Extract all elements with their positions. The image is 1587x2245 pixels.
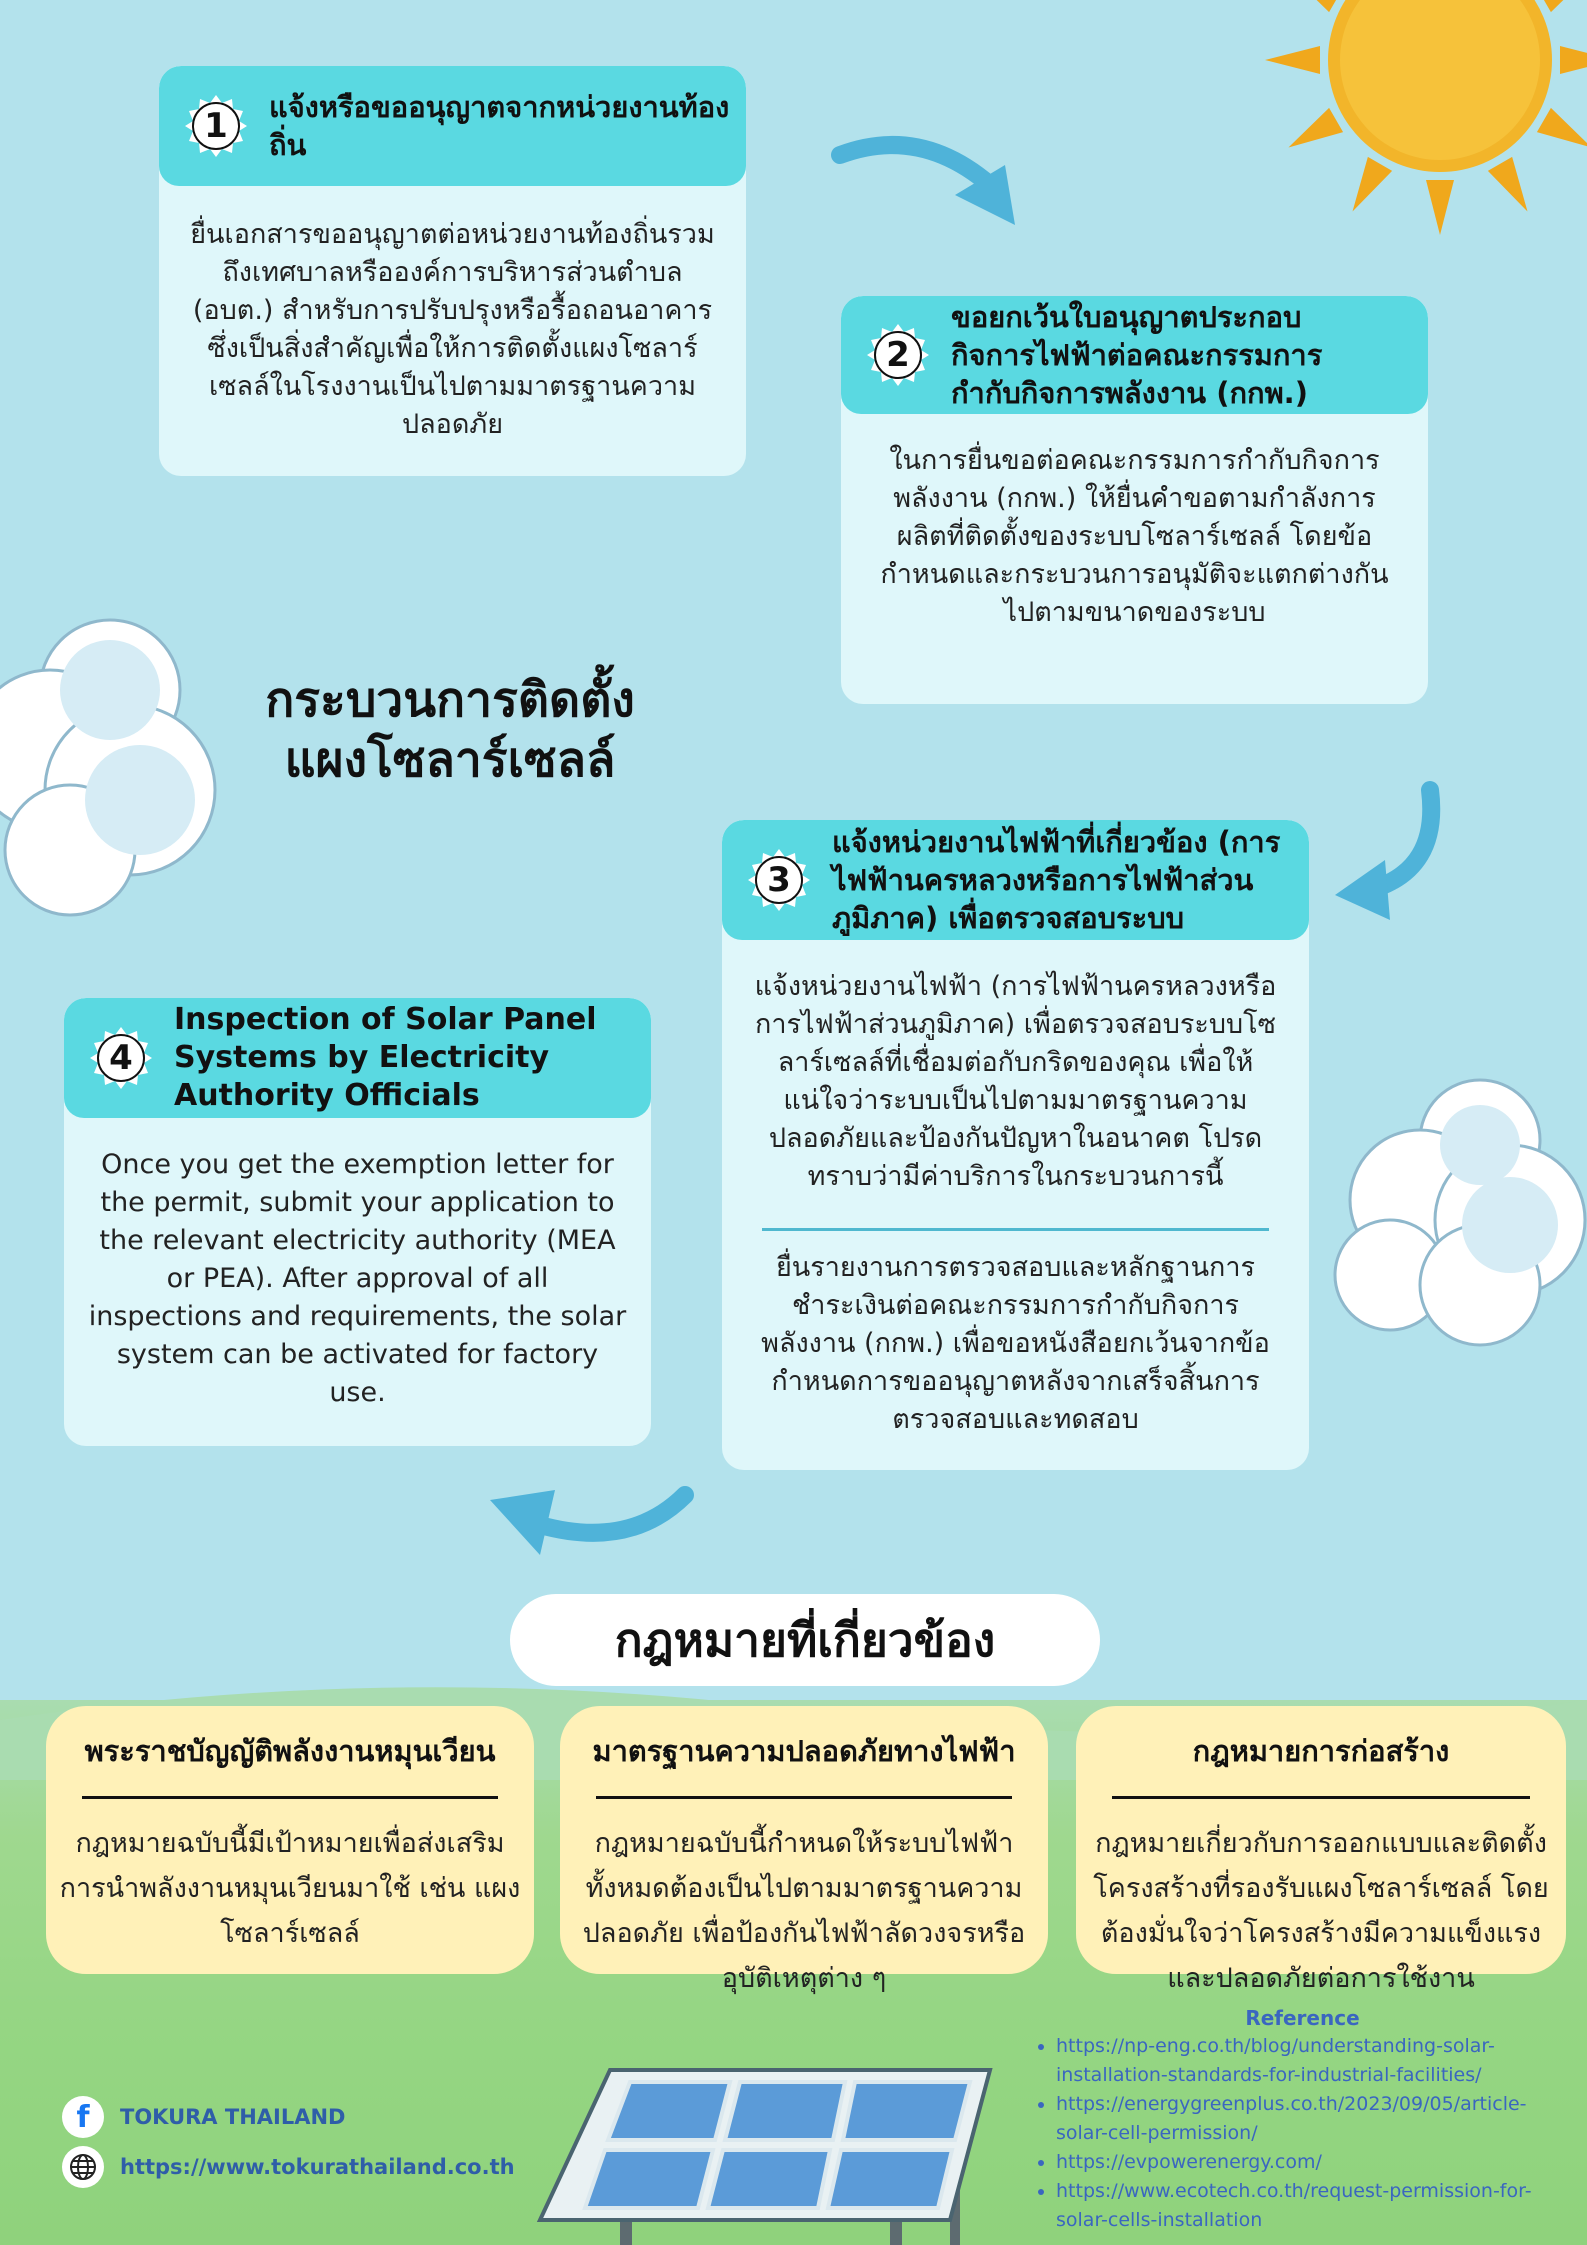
website-row[interactable] bbox=[62, 2146, 515, 2188]
law-title: พระราชบัญญัติพลังงานหมุนเวียน bbox=[84, 1734, 496, 1768]
step-card-4 bbox=[64, 998, 651, 1446]
curved-arrow-icon bbox=[1330, 780, 1460, 930]
curved-arrow-icon bbox=[830, 125, 1030, 245]
step-body: Once you get the exemption letter for the permit, submit your application to the relevant electricity authority (MEA or PEA). After approval of all inspections and requirements, the solar system can be activated for factory use. bbox=[88, 1149, 627, 1408]
law-title: มาตรฐานความปลอดภัยทางไฟฟ้า bbox=[592, 1734, 1016, 1768]
svg-text:f: f bbox=[76, 2100, 90, 2135]
reference-link[interactable]: • https://np-eng.co.th/blog/understanding-solar-installation-standards-for-industrial-facilities/ bbox=[1056, 2032, 1575, 2090]
title-line-2: แผงโซลาร์เซลล์ bbox=[284, 732, 616, 788]
laws-heading-text: กฎหมายที่เกี่ยวข้อง bbox=[614, 1613, 996, 1667]
step-body: แจ้งหน่วยงานไฟฟ้า (การไฟฟ้านครหลวงหรือการไฟฟ้าส่วนภูมิภาค) เพื่อตรวจสอบระบบโซลาร์เซลล์ที่เชื่อมต่อกับกริดของคุณ เพื่อให้แน่ใจว่าระบบเป็นไปตามมาตรฐานความปลอดภัยและป้องกันปัญหาในอนาคต โปรดทราบว่ามีค่าบริการในกระบวนการนี้ bbox=[754, 971, 1277, 1192]
law-body: กฎหมายเกี่ยวกับการออกแบบและติดตั้งโครงสร้างที่รองรับแผงโซลาร์เซลล์ โดยต้องมั่นใจว่าโครงสร้างมีความแข็งแรงและปลอดภัยต่อการใช้งาน bbox=[1093, 1828, 1549, 1994]
law-body: กฎหมายฉบับนี้กำหนดให้ระบบไฟฟ้าทั้งหมดต้องเป็นไปตามมาตรฐานความปลอดภัย เพื่อป้องกันไฟฟ้าลัดวงจรหรืออุบัติเหตุต่าง ๆ bbox=[582, 1828, 1026, 1994]
step-body: ในการยื่นขอต่อคณะกรรมการกำกับกิจการพลังงาน (กกพ.) ให้ยื่นคำขอตามกำลังการผลิตที่ติดตั้งของระบบโซลาร์เซลล์ โดยข้อกำหนดและกระบวนการอนุมัติจะแตกต่างกันไปตามขนาดของระบบ bbox=[880, 445, 1389, 628]
step-body-secondary: ยื่นรายงานการตรวจสอบและหลักฐานการชำระเงินต่อคณะกรรมการกำกับกิจการพลังงาน (กกพ.) เพื่อขอหนังสือยกเว้นจากข้อกำหนดการขออนุญาตหลังจากเสร็จสิ้นการตรวจสอบและทดสอบ bbox=[761, 1252, 1270, 1435]
step-number-badge: 3 bbox=[748, 849, 810, 911]
step-header bbox=[159, 66, 746, 186]
facebook-row[interactable] bbox=[62, 2096, 345, 2138]
reference-link[interactable]: • https://energygreenplus.co.th/2023/09/05/article-solar-cell-permission/ bbox=[1056, 2090, 1575, 2148]
reference-heading: Reference bbox=[1245, 2006, 1360, 2030]
reference-block bbox=[1030, 2006, 1575, 2235]
step-title: แจ้งหรือขออนุญาตจากหน่วยงานท้องถิ่น bbox=[269, 90, 730, 162]
cloud-icon bbox=[1310, 1060, 1587, 1360]
law-divider bbox=[596, 1796, 1012, 1799]
reference-link[interactable]: • https://www.ecotech.co.th/request-permission-for-solar-cells-installation bbox=[1056, 2177, 1575, 2235]
law-card-1 bbox=[46, 1706, 534, 1974]
step-divider bbox=[762, 1228, 1269, 1231]
step-body: ยื่นเอกสารขออนุญาตต่อหน่วยงานท้องถิ่นรวมถึงเทศบาลหรือองค์การบริหารส่วนตำบล (อบต.) สำหรับการปรับปรุงหรือรื้อถอนอาคารซึ่งเป็นสิ่งสำคัญเพื่อให้การติดตั้งแผงโซลาร์เซลล์ในโรงงานเป็นไปตามมาตรฐานความปลอดภัย bbox=[190, 219, 715, 440]
law-card-2 bbox=[560, 1706, 1048, 1994]
law-card-3 bbox=[1076, 1706, 1566, 1994]
step-card-1 bbox=[159, 66, 746, 476]
step-header bbox=[722, 820, 1309, 940]
step-header bbox=[64, 998, 651, 1118]
law-divider bbox=[82, 1796, 498, 1799]
globe-icon bbox=[62, 2146, 104, 2188]
curved-arrow-icon bbox=[480, 1470, 700, 1580]
step-title: แจ้งหน่วยงานไฟฟ้าที่เกี่ยวข้อง (การไฟฟ้านครหลวงหรือการไฟฟ้าส่วนภูมิภาค) เพื่อตรวจสอบระบบ bbox=[832, 825, 1281, 935]
step-number-badge: 2 bbox=[867, 324, 929, 386]
law-title: กฎหมายการก่อสร้าง bbox=[1192, 1734, 1450, 1768]
step-number-badge: 4 bbox=[90, 1027, 152, 1089]
step-header bbox=[841, 296, 1428, 414]
step-card-2 bbox=[841, 296, 1428, 704]
solar-panel-icon bbox=[530, 2060, 1000, 2245]
reference-link[interactable]: • https://evpowerenergy.com/ bbox=[1056, 2148, 1575, 2177]
law-divider bbox=[1112, 1796, 1530, 1799]
sun-icon bbox=[1250, 0, 1587, 280]
step-title: ขอยกเว้นใบอนุญาตประกอบกิจการไฟฟ้าต่อคณะกรรมการกำกับกิจการพลังงาน (กกพ.) bbox=[951, 300, 1323, 410]
step-card-3 bbox=[722, 820, 1309, 1470]
title-line-1: กระบวนการติดตั้ง bbox=[265, 672, 635, 728]
law-body: กฎหมายฉบับนี้มีเป้าหมายเพื่อส่งเสริมการนำพลังงานหมุนเวียนมาใช้ เช่น แผงโซลาร์เซลล์ bbox=[59, 1828, 521, 1949]
reference-list bbox=[1030, 2032, 1575, 2235]
website-link[interactable]: https://www.tokurathailand.co.th bbox=[120, 2155, 515, 2179]
facebook-label: TOKURA THAILAND bbox=[120, 2105, 346, 2129]
step-number-badge: 1 bbox=[185, 95, 247, 157]
step-title: Inspection of Solar Panel Systems by Electricity Authority Officials bbox=[174, 1002, 597, 1113]
page-title bbox=[200, 670, 700, 790]
laws-heading bbox=[510, 1594, 1100, 1686]
facebook-icon bbox=[62, 2096, 104, 2138]
